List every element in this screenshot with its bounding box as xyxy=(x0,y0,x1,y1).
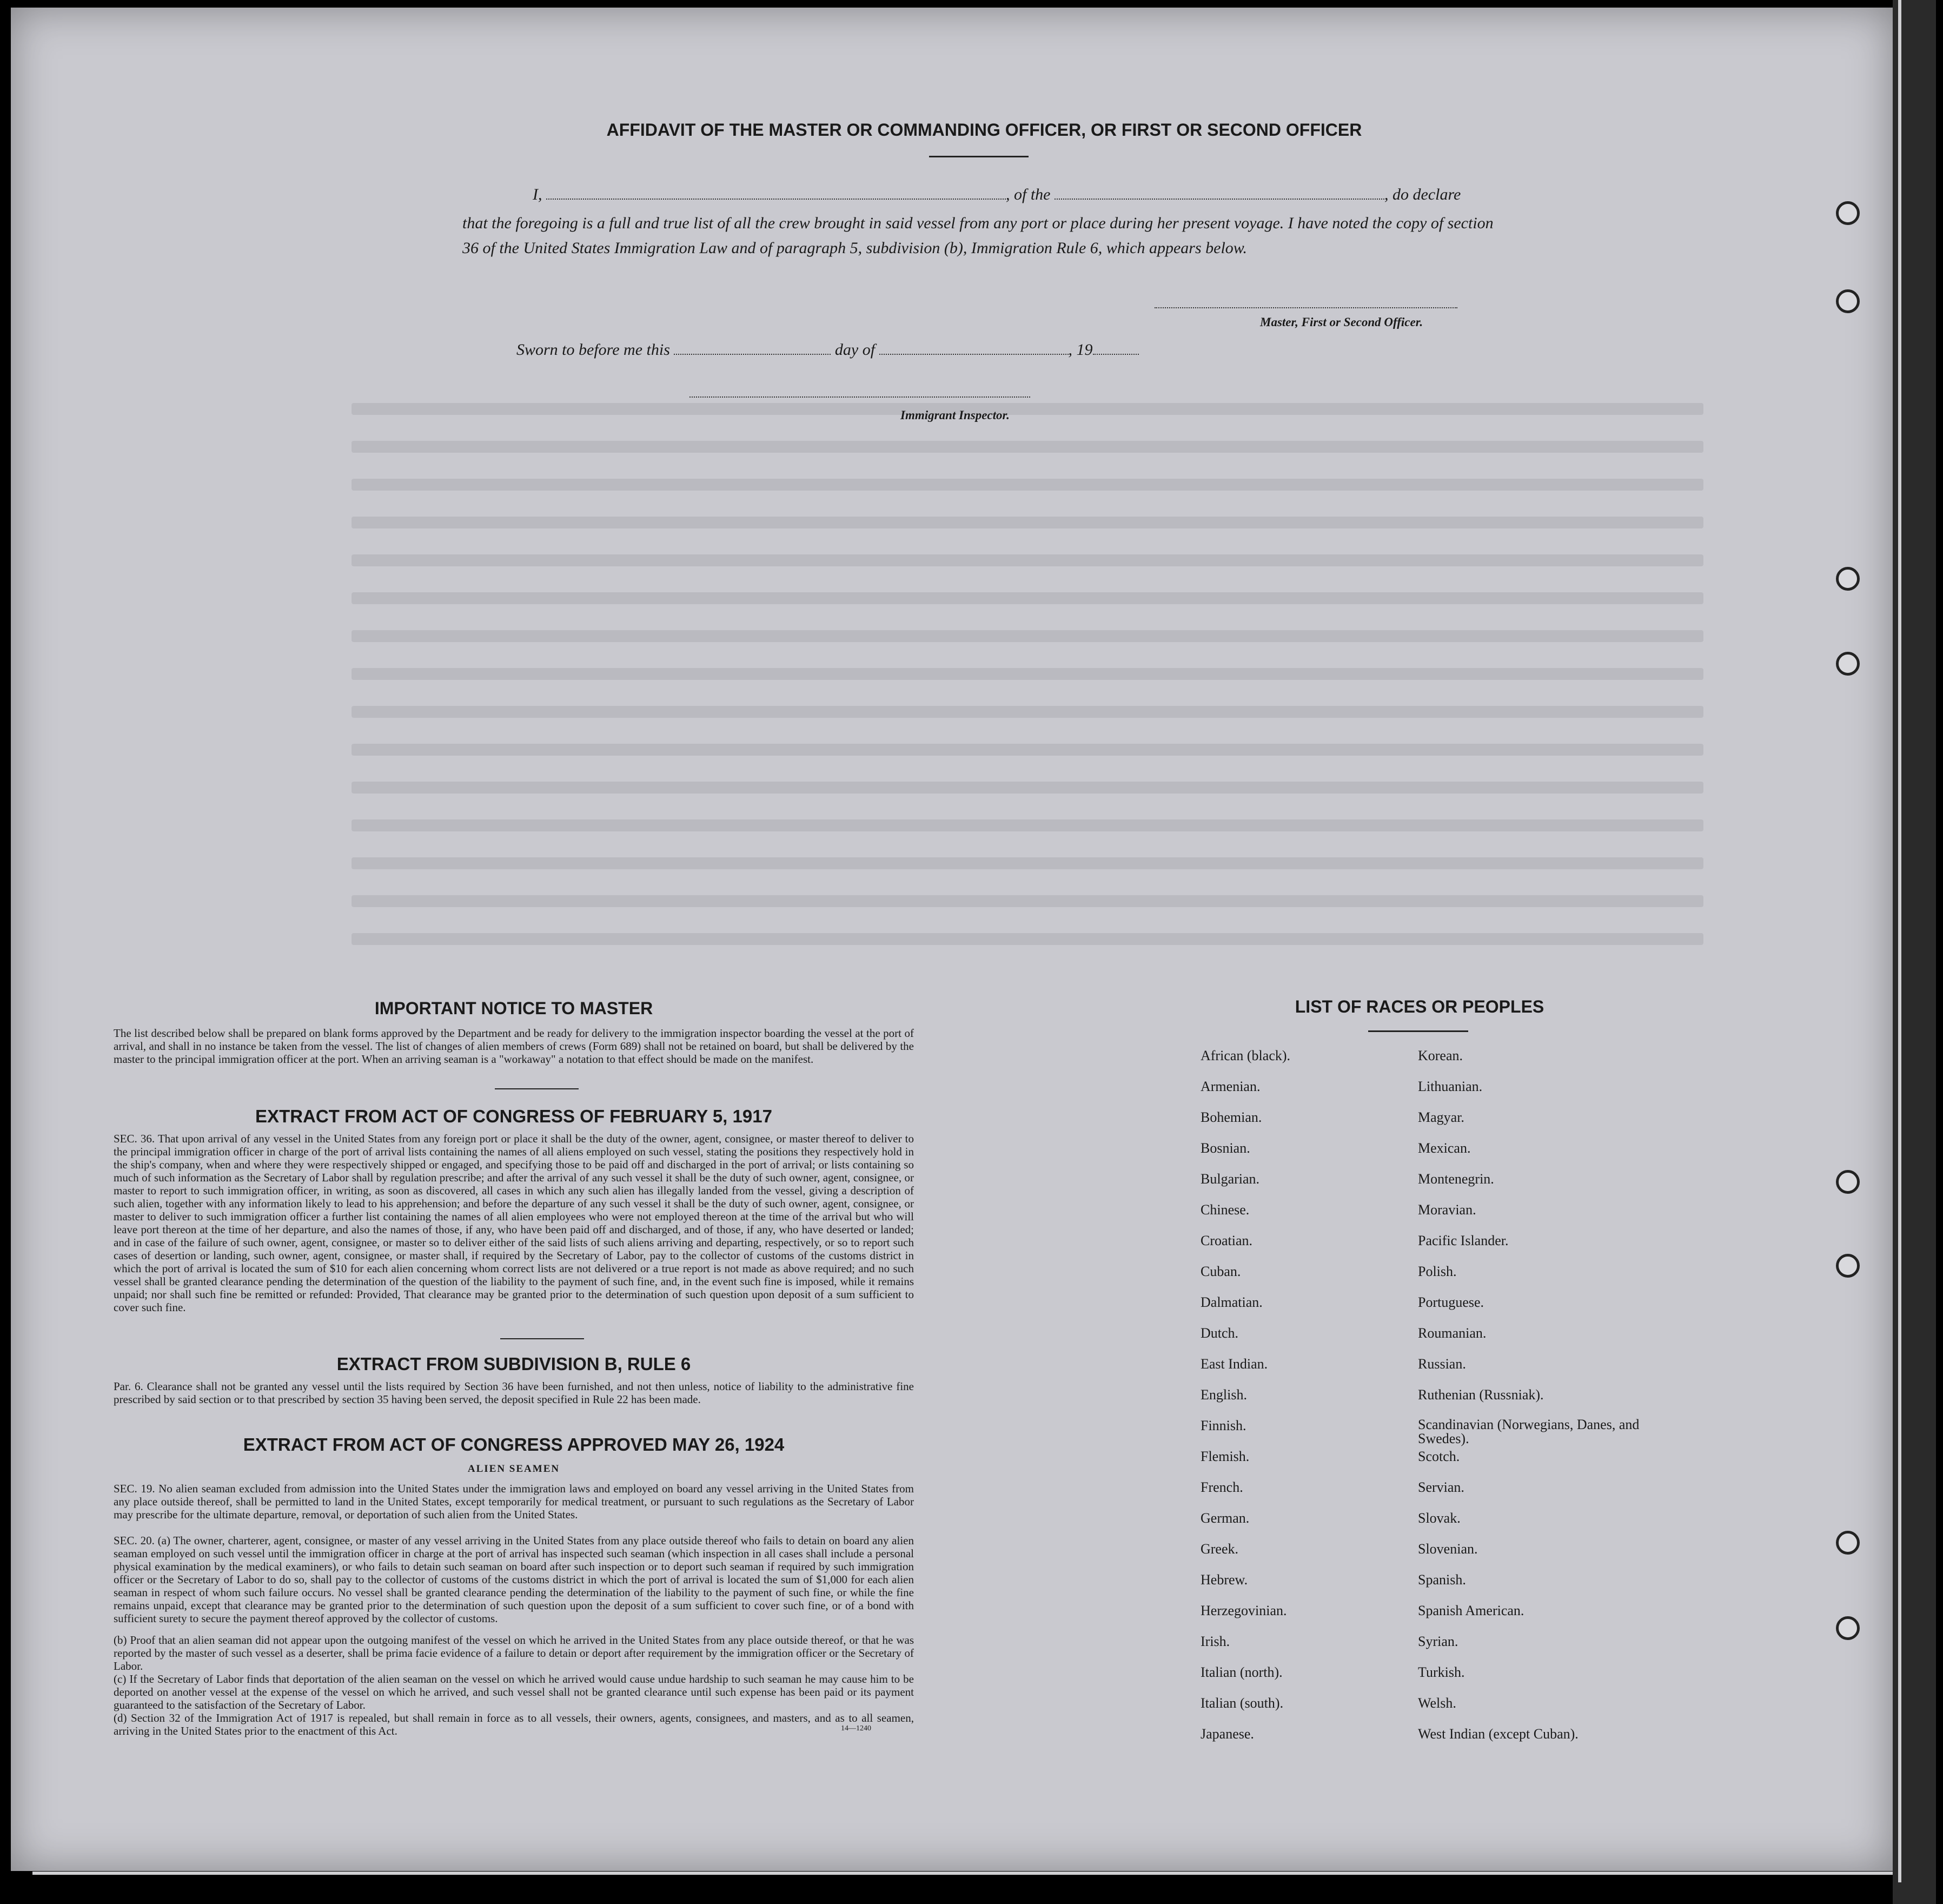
master-signature-blank[interactable] xyxy=(1155,307,1457,308)
rule6-body: Par. 6. Clearance shall not be granted any vessel until the lists required by Section 36 have been furnished, and not then unless, notice of liability to the administrative fine prescribed by said section or to that prescribed by section 35 having been served, the deposit specified in Rule 22 has been made. xyxy=(114,1380,914,1406)
i-label: I, xyxy=(533,186,542,203)
extract-1924-sec19: SEC. 19. No alien seaman excluded from admission into the United States under the immigration laws and employed on board any vessel arriving in the United States from any place outside thereof, shall be permitted to land in the United States, except temporarily for medical treatment, or pursuant to such regulations as the Secretary of Labor may prescribe for the ultimate departure, removal, or deportation of such alien from the United States. xyxy=(114,1482,914,1521)
race-item: Italian (south). xyxy=(1201,1695,1284,1711)
bottom-edge-line xyxy=(32,1872,1893,1875)
of-the-label: , of the xyxy=(1006,186,1051,203)
race-item: African (black). xyxy=(1201,1048,1291,1063)
race-item: Armenian. xyxy=(1201,1079,1261,1094)
race-item: Pacific Islander. xyxy=(1418,1233,1509,1248)
race-item: Croatian. xyxy=(1201,1233,1253,1248)
races-right-column xyxy=(1418,1048,1645,1757)
race-item: Portuguese. xyxy=(1418,1294,1484,1310)
title-rule xyxy=(929,156,1029,157)
year-blank[interactable] xyxy=(1093,341,1139,355)
race-item: Russian. xyxy=(1418,1356,1466,1372)
races-title-rule xyxy=(1368,1030,1468,1032)
notice-body: The list described below shall be prepared on blank forms approved by the Department and be ready for delivery to the immigration inspector boarding the vessel at the port of arrival, and shall in no instance be taken from the vessel. The list of changes of alien members of crews (Form 689) shall not be retained on board, but shall be delivered by the master to the principal immigration officer at the port. When an arriving seaman is a "workaway" a notation to that effect should be made on the manifest. xyxy=(114,1027,914,1066)
race-item: Finnish. xyxy=(1201,1418,1246,1433)
race-item: Greek. xyxy=(1201,1541,1239,1557)
binder-hole xyxy=(1836,1616,1860,1640)
form-number: 14—1240 xyxy=(841,1724,871,1733)
race-item: Slovak. xyxy=(1418,1510,1461,1526)
race-item: Scotch. xyxy=(1418,1449,1460,1464)
race-item: German. xyxy=(1201,1510,1250,1526)
binder-hole xyxy=(1836,201,1860,225)
race-item: Servian. xyxy=(1418,1479,1464,1495)
vessel-blank[interactable] xyxy=(1055,186,1384,200)
race-item: Chinese. xyxy=(1201,1202,1250,1218)
race-item: Dutch. xyxy=(1201,1325,1239,1341)
races-title: LIST OF RACES OR PEOPLES xyxy=(1295,997,1544,1016)
race-item: Japanese. xyxy=(1201,1726,1254,1742)
extract-1924-sec20c: (c) If the Secretary of Labor finds that deportation of the alien seaman on the vessel on which he arrived would cause undue hardship to such seaman he may cause him to be deported on another vessel at the expense of the vessel on which he arrived, and such vessel shall not be granted clearance until such expense has been paid or its payment guaranteed to the satisfaction of the Secretary of Labor. xyxy=(114,1672,914,1711)
extract-1924-sec20a: SEC. 20. (a) The owner, charterer, agent, consignee, or master of any vessel arriving in the United States from any place outside thereof who fails to detain on board any alien seaman employed on such vessel until the immigration officer in charge at the port of arrival has inspected such seaman (which inspection in all cases shall include a personal physical examination by the medical examiners), or who fails to detain such seaman on board after such inspection or to deport such seaman if required by such immigration officer or the Secretary of Labor to do so, shall pay to the collector of customs of the customs district in which the port of arrival is located the sum of $1,000 for each alien seaman in respect of whom such failure occurs. No vessel shall be granted clearance pending the determination of the liability to the payment of such fine, or while the fine remains unpaid, except that clearance may be granted prior to the determination of such question upon the deposit of a sum sufficient to cover such fine, or of a bond with sufficient surety to secure the payment thereof approved by the collector of customs. xyxy=(114,1534,914,1625)
sworn-label: Sworn to before me this xyxy=(516,341,670,359)
race-item: Moravian. xyxy=(1418,1202,1476,1218)
extract-1924-title: EXTRACT FROM ACT OF CONGRESS APPROVED MAY 26, 1924 xyxy=(243,1434,785,1455)
race-item: Syrian. xyxy=(1418,1634,1458,1649)
extract-1924-subtitle: ALIEN SEAMEN xyxy=(467,1463,560,1475)
race-item: Montenegrin. xyxy=(1418,1171,1494,1187)
race-item: Dalmatian. xyxy=(1201,1294,1263,1310)
master-signature-label: Master, First or Second Officer. xyxy=(1260,315,1423,329)
notice-title: IMPORTANT NOTICE TO MASTER xyxy=(374,999,653,1018)
sworn-day-blank[interactable] xyxy=(674,341,831,355)
affidavit-declarant-line xyxy=(533,186,1461,204)
section-rule xyxy=(500,1338,584,1339)
inspector-label: Immigrant Inspector. xyxy=(900,408,1010,422)
race-item: Welsh. xyxy=(1418,1695,1456,1711)
race-item: Hebrew. xyxy=(1201,1572,1248,1588)
race-item: Lithuanian. xyxy=(1418,1079,1483,1094)
race-item: Italian (north). xyxy=(1201,1664,1283,1680)
binder-hole xyxy=(1836,1254,1860,1278)
race-item: English. xyxy=(1201,1387,1247,1403)
day-of-label: day of xyxy=(834,341,876,359)
edge-line xyxy=(1898,0,1901,1882)
race-item: Mexican. xyxy=(1418,1140,1471,1156)
extract-1924-sec20b: (b) Proof that an alien seaman did not appear upon the outgoing manifest of the vessel on which he arrived in the United States from any place outside thereof, or that he was reported by the master of such vessel as a deserter, shall be prima facie evidence of a failure to detain or deport after requirement by the immigration officer or the Secretary of Labor. xyxy=(114,1634,914,1672)
binder-hole xyxy=(1836,1531,1860,1555)
race-item: Cuban. xyxy=(1201,1264,1241,1279)
race-item: West Indian (except Cuban). xyxy=(1418,1726,1579,1742)
race-item: Herzegovinian. xyxy=(1201,1603,1287,1618)
race-item: Bosnian. xyxy=(1201,1140,1250,1156)
sworn-month-blank[interactable] xyxy=(879,341,1069,355)
race-item: Korean. xyxy=(1418,1048,1463,1063)
race-item: Ruthenian (Russniak). xyxy=(1418,1387,1544,1403)
race-item: East Indian. xyxy=(1201,1356,1268,1372)
race-item: Spanish American. xyxy=(1418,1603,1524,1618)
binder-hole xyxy=(1836,567,1860,591)
affidavit-declaration: that the foregoing is a full and true list of all the crew brought in said vessel from any port or place during her present voyage. I have noted the copy of section 36 of the United States Immigration Law and of paragraph 5, subdivision (b), Immigration Rule 6, which appears below. xyxy=(462,214,1494,257)
binder-hole xyxy=(1836,289,1860,313)
race-item: Irish. xyxy=(1201,1634,1230,1649)
extract-1917-title: EXTRACT FROM ACT OF CONGRESS OF FEBRUARY 5, 1917 xyxy=(255,1106,772,1126)
race-item: Bulgarian. xyxy=(1201,1171,1260,1187)
binder-hole xyxy=(1836,652,1860,676)
race-item: Roumanian. xyxy=(1418,1325,1487,1341)
section-rule xyxy=(495,1088,579,1089)
race-item: Polish. xyxy=(1418,1264,1457,1279)
race-item: Flemish. xyxy=(1201,1449,1250,1464)
race-item: Bohemian. xyxy=(1201,1109,1262,1125)
race-item: Spanish. xyxy=(1418,1572,1466,1588)
extract-1924-sec20d: (d) Section 32 of the Immigration Act of 1917 is repealed, but shall remain in force as to all vessels, their owners, agents, consignees, and masters, and as to all seamen, arriving in the United States prior to the enactment of this Act. xyxy=(114,1711,914,1737)
race-item: Turkish. xyxy=(1418,1664,1465,1680)
affidavit-title: AFFIDAVIT OF THE MASTER OR COMMANDING OFFICER, OR FIRST OR SECOND OFFICER xyxy=(606,120,1362,140)
races-left-column xyxy=(1201,1048,1406,1757)
extract-1917-body: SEC. 36. That upon arrival of any vessel in the United States from any foreign port or place it shall be the duty of the owner, agent, consignee, or master thereof to deliver to the principal immigration officer in charge of the port of arrival lists containing the names of all aliens employed on such vessel, stating the positions they respectively hold in the ship's company, when and where they were respectively shipped or engaged, and specifying those to be paid off and discharged in the port of arrival; or lists containing so much of such information as the Secretary of Labor shall by regulation prescribe; and after the arrival of any such vessel it shall be the duty of such owner, agent, consignee, or master to report to such immigration officer, in writing, as soon as discovered, all cases in which any such alien has illegally landed from the vessel, giving a description of such alien, together with any information likely to lead to his apprehension; and before the departure of any such vessel it shall be the duty of such owner, agent, consignee, or master to deliver to such immigration officer a further list containing the names of all alien employees who were not employed thereon at the time of the arrival but who will leave port thereon at the time of her departure, and also the names of those, if any, who have been paid off and discharged, and of those, if any, who have deserted or landed; and in case of the failure of such owner, agent, consignee, or master so to deliver either of the said lists of such aliens arriving and departing, respectively, or so to report such cases of desertion or landing, such owner, agent, consignee, or master shall, if required by the Secretary of Labor, pay to the collector of customs of the customs district in which the port of arrival is located the sum of $10 for each alien concerning whom correct lists are not delivered or a true report is not made as above required; and no such vessel shall be granted clearance pending the determination of the question of the liability to the payment of such fine, and, in the event such fine is imposed, while it remains unpaid; nor shall such fine be remitted or refunded: Provided, That clearance may be granted prior to the determination of such question upon deposit of a sum sufficient to cover such fine. xyxy=(114,1132,914,1314)
binder-hole xyxy=(1836,1170,1860,1194)
rule6-title: EXTRACT FROM SUBDIVISION B, RULE 6 xyxy=(336,1354,691,1374)
year-label: , 19 xyxy=(1068,341,1093,359)
race-item: Slovenian. xyxy=(1418,1541,1478,1557)
race-item: French. xyxy=(1201,1479,1243,1495)
inspector-signature-blank[interactable] xyxy=(689,396,1030,398)
name-blank[interactable] xyxy=(546,186,1006,200)
do-declare-label: , do declare xyxy=(1384,186,1461,203)
race-item: Scandinavian (Norwegians, Danes, and Swedes). xyxy=(1418,1417,1640,1446)
sworn-line xyxy=(516,341,1139,359)
race-item: Magyar. xyxy=(1418,1109,1464,1125)
